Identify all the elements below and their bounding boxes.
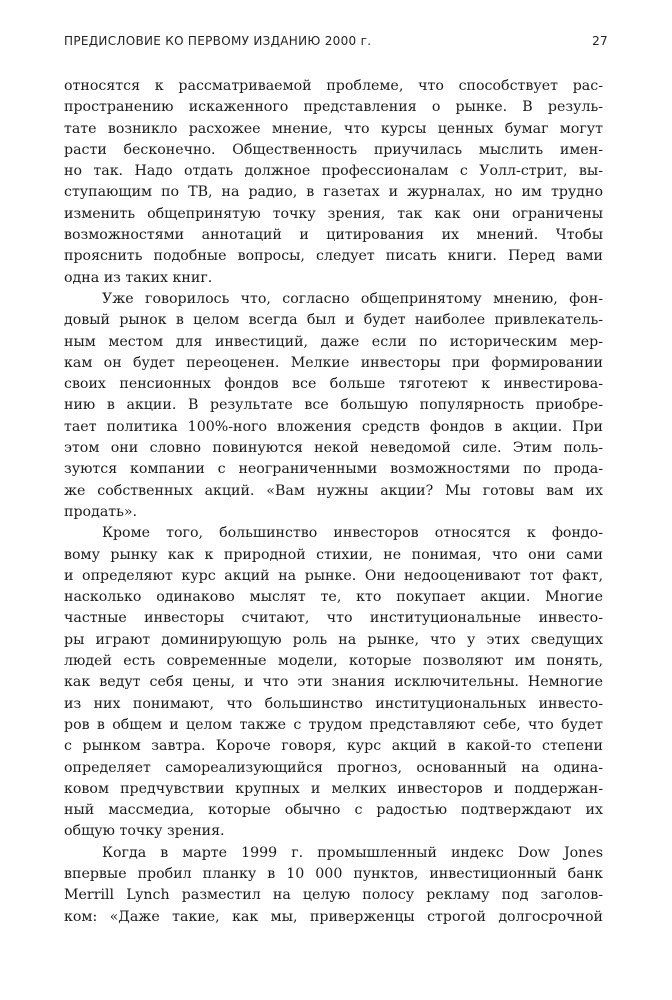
text-line: Merrill Lynch разместил на целую полосу рекламу под заголов-: [64, 887, 603, 904]
text-line: тает политика 100%-ного вложения средств фондов в акции. При: [64, 418, 603, 435]
text-line: ступающим по ТВ, на радио, в газетах и журналах, но им трудно: [64, 184, 603, 201]
text-line: Кроме того, большинство инвесторов относятся к фондо-: [102, 525, 603, 542]
text-line: Когда в марте 1999 г. промышленный индекс Dow Jones: [102, 844, 603, 861]
text-line: частные инвесторы считают, что институциональные инвесто-: [64, 610, 603, 627]
text-line: продать».: [64, 503, 138, 520]
text-line: насколько одинаково мыслят те, кто покупает акции. Многие: [64, 589, 603, 606]
text-line: же собственных акций. «Вам нужны акции? Мы готовы вам их: [64, 482, 603, 499]
text-line: прояснить подобные вопросы, следует писать книги. Перед вами: [64, 248, 603, 265]
body-text: [64, 76, 603, 928]
text-line: тате возникло расхожее мнение, что курсы ценных бумаг могут: [64, 120, 603, 137]
text-line: расти бесконечно. Общественность приучилась мыслить имен-: [64, 141, 603, 158]
text-line: одна из таких книг.: [64, 269, 213, 286]
text-line: своих пенсионных фондов все больше тяготеют к инвестирова-: [64, 376, 603, 393]
text-line: пространению искаженного представления о рынке. В резуль-: [64, 99, 603, 116]
text-line: общую точку зрения.: [64, 823, 225, 840]
text-line: как ведут себя цены, и что эти знания исключительны. Немногие: [64, 674, 603, 691]
text-line: вому рынку как к природной стихии, не понимая, что они сами: [64, 546, 603, 563]
text-line: ры играют доминирующую роль на рынке, что у этих сведущих: [64, 631, 603, 648]
text-line: определяет самореализующийся прогноз, основанный на одина-: [64, 759, 603, 776]
page-number: 27: [592, 34, 608, 48]
text-line: впервые пробил планку в 10 000 пунктов, инвестиционный банк: [64, 865, 603, 882]
text-line: Уже говорилось что, согласно общепринятому мнению, фон-: [102, 290, 603, 307]
text-line: изменить общепринятую точку зрения, так как они ограничены: [64, 205, 603, 222]
text-line: довый рынок в целом всегда был и будет наиболее привлекатель-: [64, 312, 603, 329]
text-line: но так. Надо отдать должное профессионалам с Уолл-стрит, вы-: [64, 163, 603, 180]
paragraph: [64, 289, 603, 523]
text-line: ком: «Даже такие, как мы, приверженцы строгой долгосрочной: [64, 908, 603, 925]
text-line: зуются компании с неограниченными возможностями по прода-: [64, 461, 603, 478]
paragraph: [64, 523, 603, 842]
text-line: относятся к рассматриваемой проблеме, что способствует рас-: [64, 78, 603, 94]
text-line: ный массмедиа, которые обычно с радостью подтверждают их: [64, 802, 603, 819]
text-line: нию в акции. В результате все большую популярность приобре-: [64, 397, 603, 414]
running-header: [64, 34, 608, 54]
paragraph: [64, 76, 603, 289]
paragraph: [64, 843, 603, 928]
text-line: из них понимают, что большинство институциональных инвесто-: [64, 695, 603, 712]
chapter-title: ПРЕДИСЛОВИЕ КО ПЕРВОМУ ИЗДАНИЮ 2000 г.: [64, 34, 372, 48]
text-line: этом они словно повинуются некой неведомой силе. Этим поль-: [64, 440, 603, 457]
text-line: кам он будет переоценен. Мелкие инвесторы при формировании: [64, 354, 603, 371]
text-line: возможностями аннотаций и цитирования их мнений. Чтобы: [64, 227, 603, 244]
text-line: людей есть современные модели, которые позволяют им понять,: [64, 653, 603, 670]
text-line: ров в общем и целом также с трудом представляют себе, что будет: [64, 716, 603, 733]
text-line: и определяют курс акций на рынке. Они недооценивают тот факт,: [64, 567, 603, 584]
text-line: с рынком завтра. Короче говоря, курс акций в какой-то степени: [64, 738, 603, 755]
text-line: ковом предчувствии крупных и мелких инвесторов и поддержан-: [64, 780, 603, 797]
text-line: ным местом для инвестиций, даже если по историческим мер-: [64, 333, 603, 350]
